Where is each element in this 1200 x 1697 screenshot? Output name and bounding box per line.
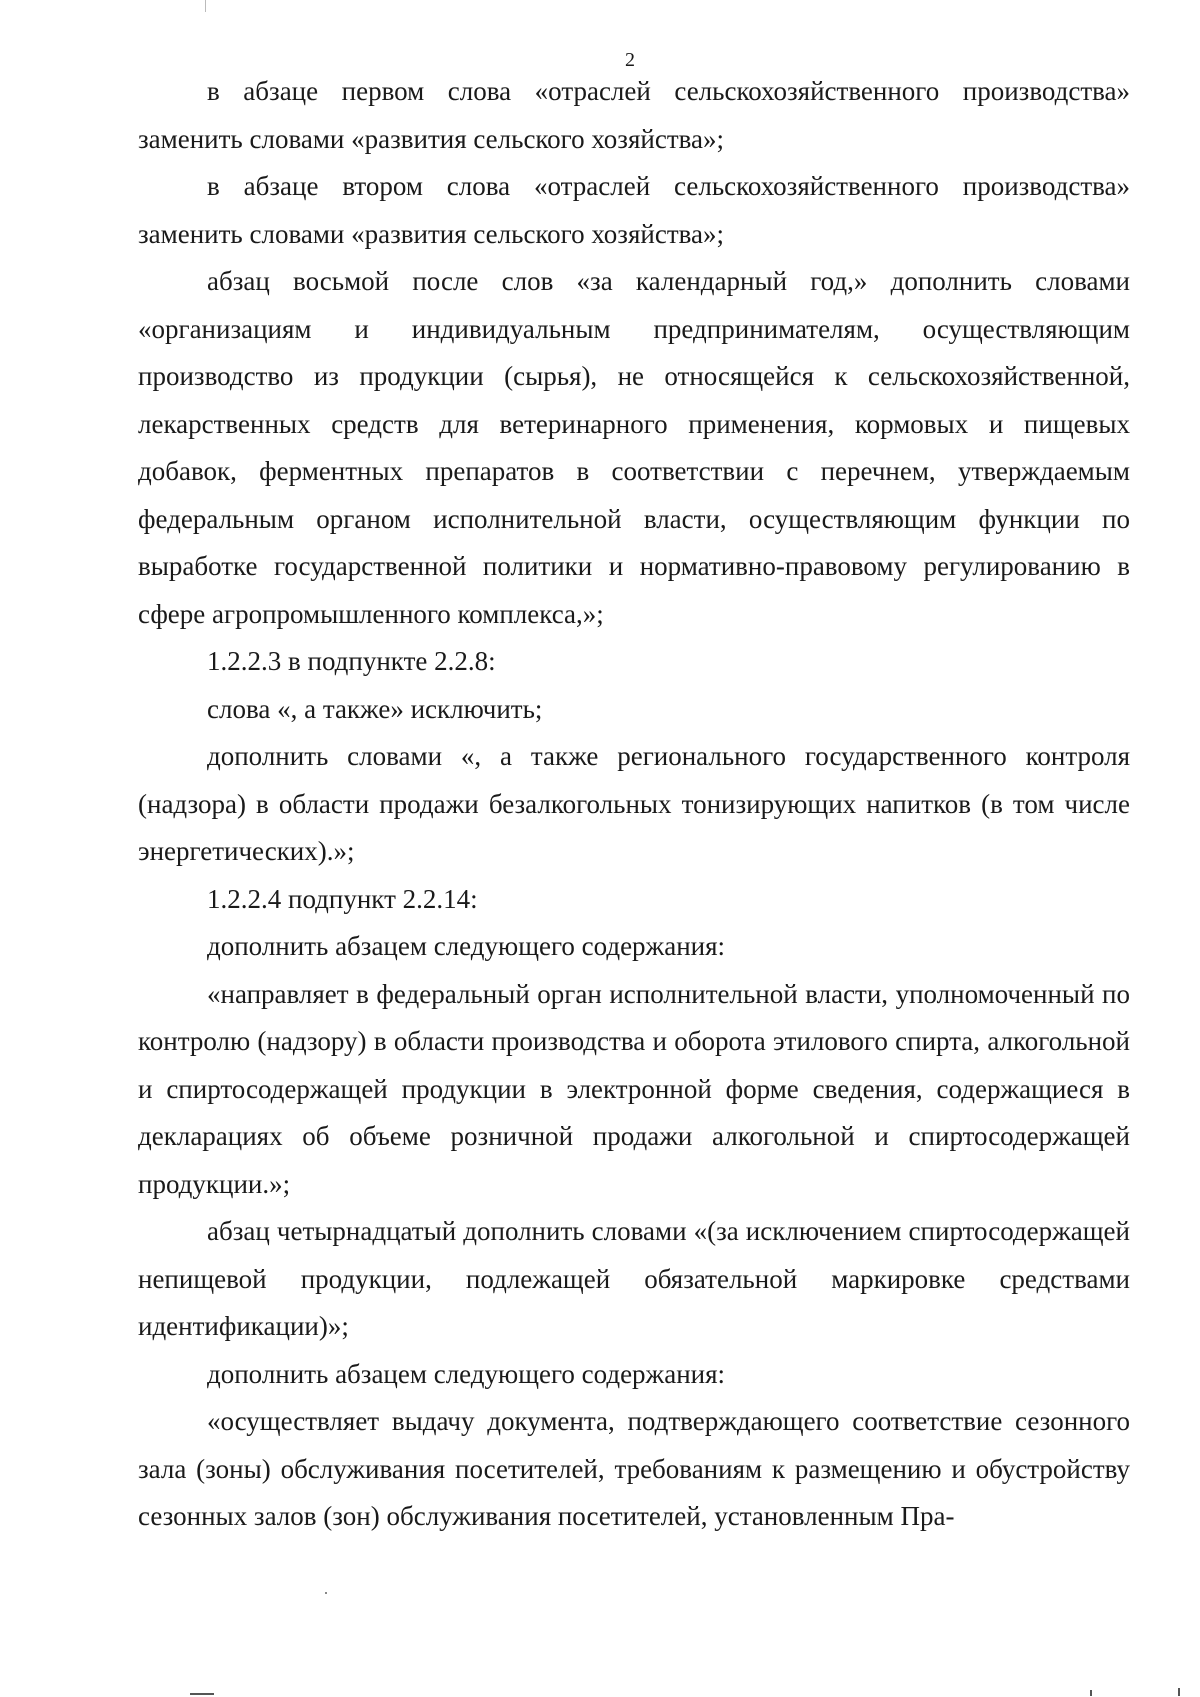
page-number: 2 [625, 49, 635, 71]
paragraph: «осуществляет выдачу документа, подтверждающего соответствие сезонного зала (зоны) обслуживания посетителей, требованиям к размещению и обустройству сезонных залов (зон) обслуживания посетителей, установленным Пра- [138, 1406, 1130, 1531]
paragraph: слова «, а также» исключить; [207, 693, 543, 724]
scan-artifact [1178, 1688, 1180, 1696]
scan-artifact [190, 1693, 214, 1695]
paragraph: в абзаце втором слова «отраслей сельскохозяйственного производства» заменить словами «развития сельского хозяйства»; [138, 171, 1130, 249]
paragraph: дополнить словами «, а также регионального государственного контроля (надзора) в области продажи безалкогольных тонизирующих напитков (в том числе энергетических).»; [138, 741, 1130, 866]
document-body [138, 68, 1130, 1541]
paragraph: 1.2.2.3 в подпункте 2.2.8: [207, 646, 496, 676]
paragraph: абзац четырнадцатый дополнить словами «(за исключением спиртосодержащей непищевой продукции, подлежащей обязательной маркировке средствами идентификации)»; [138, 1216, 1130, 1341]
paragraph: «направляет в федеральный орган исполнительной власти, уполномоченный по контролю (надзору) в области производства и оборота этилового спирта, алкогольной и спиртосодержащей продукции в электронной форме сведения, содержащиеся в декларациях об объеме розничной продажи алкогольной и спиртосодержащей продукции.»; [138, 978, 1130, 1199]
paragraph: дополнить абзацем следующего содержания: [207, 1358, 726, 1389]
scan-artifact [325, 1592, 327, 1594]
paragraph: 1.2.2.4 подпункт 2.2.14: [207, 883, 478, 914]
scan-artifact [205, 0, 206, 12]
paragraph: абзац восьмой после слов «за календарный год,» дополнить словами «организациям и индивидуальным предпринимателям, осуществляющим производство из продукции (сырья), не относящейся к сельскохозяйственной, лекарственных средств для ветеринарного применения, кормовых и пищевых добавок, ферментных препаратов в соответствии с перечнем, утверждаемым федеральным органом исполнительной власти, осуществляющим функции по выработке государственной политики и нормативно-правовому регулированию в сфере агропромышленного комплекса,»; [138, 266, 1130, 629]
paragraph: в абзаце первом слова «отраслей сельскохозяйственного производства» заменить словами «развития сельского хозяйства»; [138, 76, 1130, 154]
paragraph: дополнить абзацем следующего содержания: [207, 931, 726, 961]
scan-artifact [1090, 1690, 1092, 1696]
